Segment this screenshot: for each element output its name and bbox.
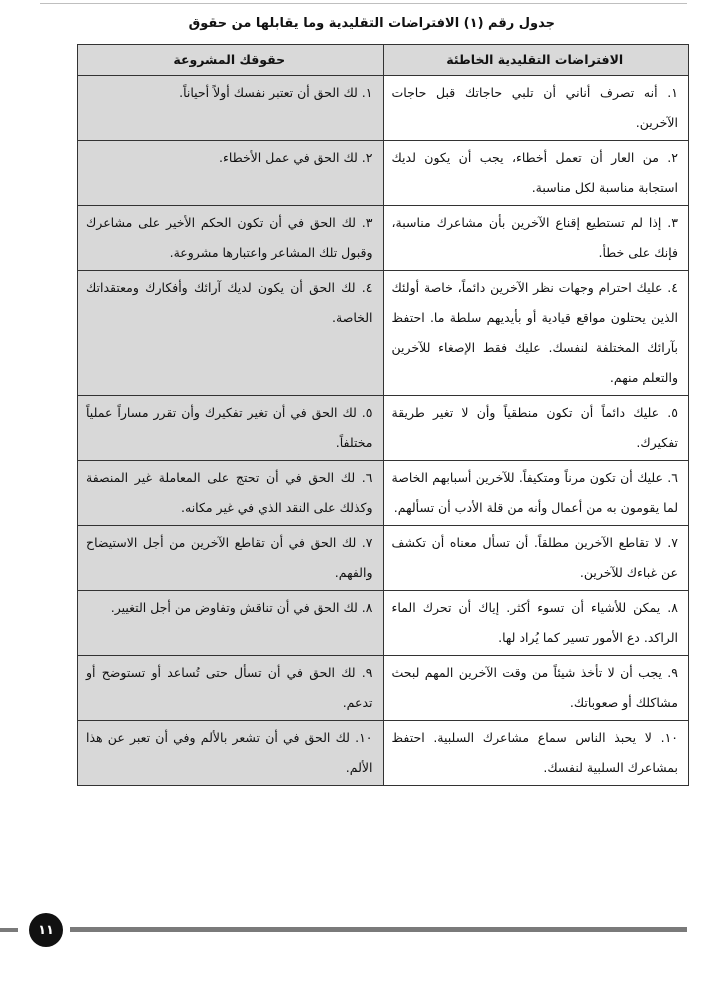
table-row <box>78 396 689 461</box>
right-cell: ٦. لك الحق في أن تحتج على المعاملة غير المنصفة وكذلك على النقد الذي في غير مكانه. <box>78 461 384 526</box>
right-cell: ٥. لك الحق في أن تغير تفكيرك وأن تقرر مساراً عملياً مختلفاً. <box>78 396 384 461</box>
footer-rule-right <box>70 927 687 932</box>
footer-rule-left <box>0 928 18 932</box>
right-cell: ٣. لك الحق في أن تكون الحكم الأخير على مشاعرك وقبول تلك المشاعر واعتبارها مشروعة. <box>78 206 384 271</box>
right-cell: ٨. لك الحق في أن تناقش وتفاوض من أجل التغيير. <box>78 591 384 656</box>
table-row <box>78 526 689 591</box>
assumption-cell: ٨. يمكن للأشياء أن تسوء أكثر. إياك أن تحرك الماء الراكد. دع الأمور تسير كما يُراد لها. <box>383 591 689 656</box>
page-footer <box>0 912 715 948</box>
assumption-cell: ١٠. لا يحبذ الناس سماع مشاعرك السلبية. احتفظ بمشاعرك السلبية لنفسك. <box>383 721 689 786</box>
table-header-row <box>78 45 689 76</box>
top-rule <box>40 3 687 4</box>
table-row <box>78 271 689 396</box>
right-cell: ٧. لك الحق في أن تقاطع الآخرين من أجل الاستيضاح والفهم. <box>78 526 384 591</box>
assumption-cell: ٦. عليك أن تكون مرناً ومتكيفاً. للآخرين أسبابهم الخاصة لما يقومون به من أعمال وأنه من قلة الأدب أن تسألهم. <box>383 461 689 526</box>
assumption-cell: ٥. عليك دائماً أن تكون منطقياً وأن لا تغير طريقة تفكيرك. <box>383 396 689 461</box>
table-row <box>78 461 689 526</box>
table-row <box>78 656 689 721</box>
assumption-cell: ٩. يجب أن لا تأخذ شيئاً من وقت الآخرين المهم لبحث مشاكلك أو صعوباتك. <box>383 656 689 721</box>
header-rights: حقوقك المشروعة <box>78 45 384 76</box>
assumption-cell: ٣. إذا لم تستطيع إقناع الآخرين بأن مشاعرك مناسبة، فإنك على خطأ. <box>383 206 689 271</box>
header-assumptions: الافتراضات التقليدية الخاطئة <box>383 45 689 76</box>
table-row <box>78 591 689 656</box>
assumption-cell: ٢. من العار أن تعمل أخطاء، يجب أن يكون لديك استجابة مناسبة لكل مناسبة. <box>383 141 689 206</box>
assumption-cell: ٧. لا تقاطع الآخرين مطلقاً. أن تسأل معناه أن تكشف عن غباءك للآخرين. <box>383 526 689 591</box>
table-row <box>78 206 689 271</box>
right-cell: ١. لك الحق أن تعتبر نفسك أولاً أحياناً. <box>78 76 384 141</box>
rights-table-container <box>77 44 689 786</box>
right-cell: ٤. لك الحق أن يكون لديك آرائك وأفكارك ومعتقداتك الخاصة. <box>78 271 384 396</box>
rights-table <box>77 44 689 786</box>
table-row <box>78 141 689 206</box>
right-cell: ٩. لك الحق في أن تسأل حتى تُساعد أو تستوضح أو تدعم. <box>78 656 384 721</box>
page-number-badge <box>29 913 63 947</box>
right-cell: ١٠. لك الحق في أن تشعر بالألم وفي أن تعبر عن هذا الألم. <box>78 721 384 786</box>
page-number: ١١ <box>38 922 54 938</box>
table-title: جدول رقم (١) الافتراضات التقليدية وما يقابلها من حقوق <box>188 16 555 31</box>
assumption-cell: ١. أنه تصرف أناني أن تلبي حاجاتك قبل حاجات الآخرين. <box>383 76 689 141</box>
table-row <box>78 721 689 786</box>
right-cell: ٢. لك الحق في عمل الأخطاء. <box>78 141 384 206</box>
assumption-cell: ٤. عليك احترام وجهات نظر الآخرين دائماً، خاصة أولئك الذين يحتلون مواقع قيادية أو بأيديهم سلطة ما. احتفظ بآرائك المختلفة لنفسك. عليك فقط الإصغاء للآخرين والتعلم منهم. <box>383 271 689 396</box>
table-row <box>78 76 689 141</box>
